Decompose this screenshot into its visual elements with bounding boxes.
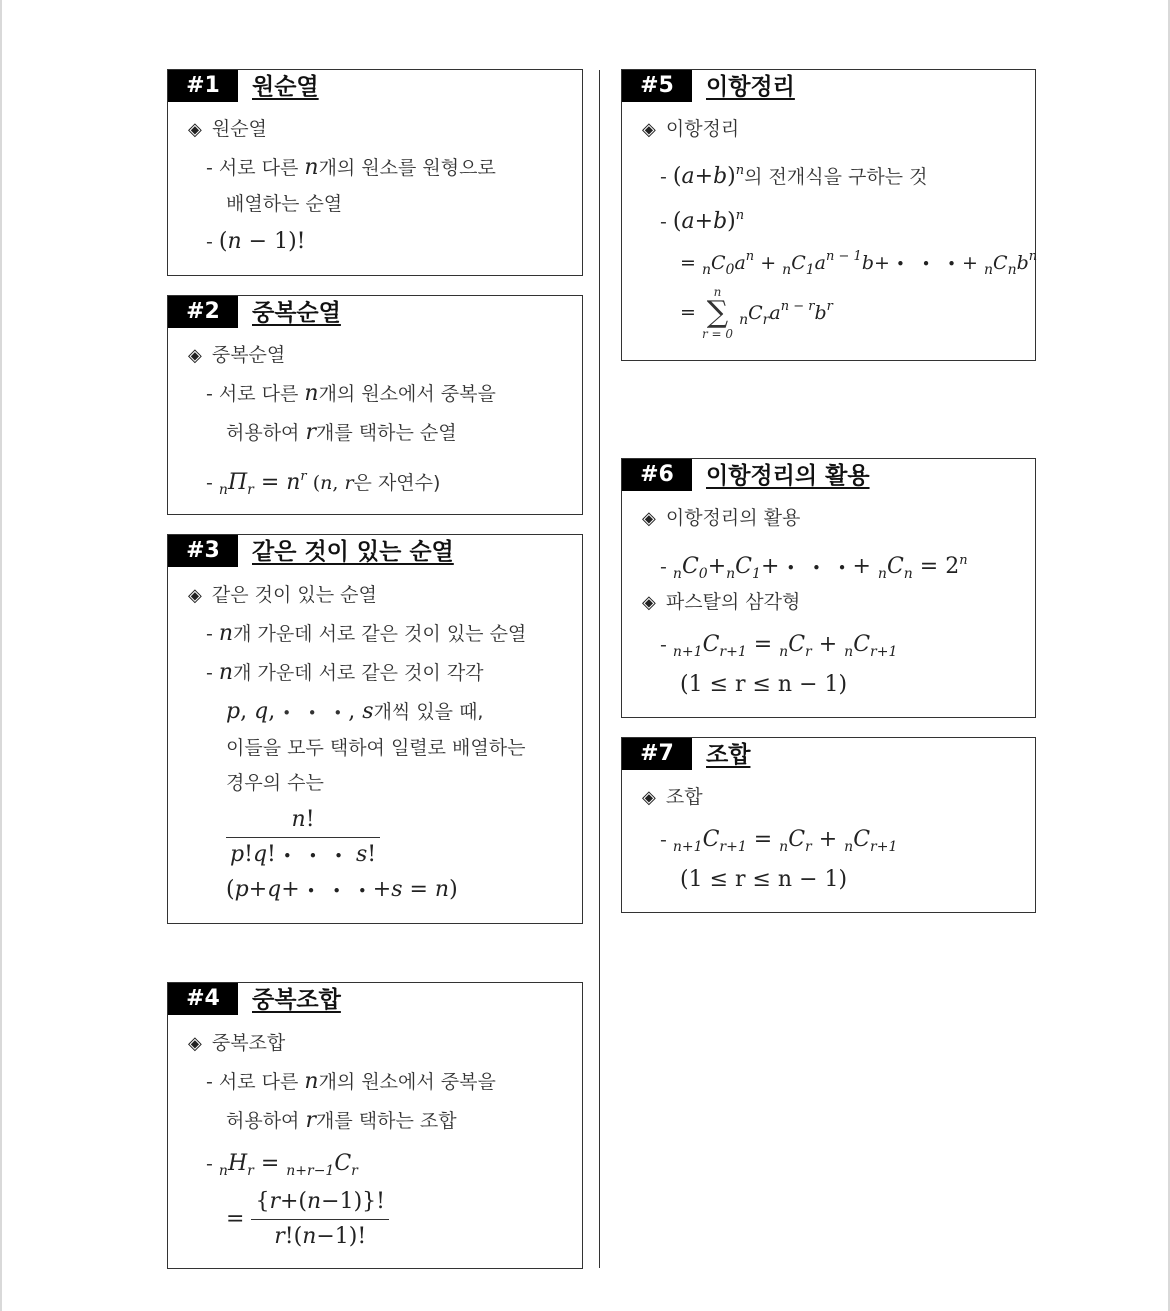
fraction-formula: $\frac{n!}{p!q! • • • s!}$ xyxy=(226,805,380,871)
item-label: 이항정리 xyxy=(665,118,740,140)
fraction-formula: = $\frac{\{r+(n-1)\}!}{r!(n-1)!}$ xyxy=(226,1187,389,1252)
formula-line: = $_nC_0a^n + _nC_1a^{n - 1}b+$ • • •+ $_nC_nb^n$ xyxy=(680,249,1038,278)
item-label: 중복순열 xyxy=(211,344,286,366)
formula: $_n\Pi_r = n^r$ xyxy=(218,469,307,498)
formula-line: = n ∑ r = 0 $_nC_ra^{n - r}b^r$ xyxy=(680,285,833,341)
text: 개의 원소에서 중복을 xyxy=(318,383,496,405)
description-line: p, q, • • •, s개씩 있을 때, xyxy=(226,699,484,724)
math-var: r xyxy=(305,420,316,445)
formula-note: 은 자연수) xyxy=(353,472,441,494)
formula-line: - $_nH_r = _{n+r-1}C_r$ xyxy=(206,1151,358,1179)
section-header xyxy=(622,70,1035,102)
column-divider xyxy=(599,70,600,1268)
formula-line: - $_nC_0+_nC_1+$ • • •+ $_nC_n = 2^n$ xyxy=(660,553,968,582)
item-label: 이항정리의 활용 xyxy=(665,507,801,529)
description-line xyxy=(226,420,457,446)
section-title: 원순열 xyxy=(252,74,319,100)
item-label: 원순열 xyxy=(211,118,267,140)
description-line xyxy=(226,770,324,796)
math-var: n xyxy=(304,1069,319,1094)
formula-line: - $_{n+1}C_{r+1} = _nC_r + _nC_{r+1}$ xyxy=(660,827,898,855)
section-title: 중복조합 xyxy=(252,987,341,1013)
diamond-bullet-icon: ◈ xyxy=(188,345,202,366)
diamond-bullet-icon: ◈ xyxy=(642,592,656,613)
section-title: 이항정리의 활용 xyxy=(706,463,870,489)
bullet-item xyxy=(642,589,800,616)
diamond-bullet-icon: ◈ xyxy=(188,585,202,606)
text: 이들을 모두 택하여 일렬로 배열하는 xyxy=(226,737,526,759)
text: 개를 택하는 조합 xyxy=(316,1110,457,1132)
text: 서로 다른 xyxy=(218,1071,305,1093)
description-line xyxy=(226,191,342,217)
text: 의 전개식을 구하는 것 xyxy=(744,166,928,188)
section-title: 이항정리 xyxy=(706,74,795,100)
section-header xyxy=(622,459,1035,491)
description-line: - n개 가운데 서로 같은 것이 있는 순열 xyxy=(206,621,527,646)
math-var: r xyxy=(305,1108,316,1133)
page-edge-left xyxy=(0,0,2,1311)
section-number: #3 xyxy=(168,535,238,567)
description-line: - $(a+b)^n$의 전개식을 구하는 것 xyxy=(660,163,928,189)
text: 개를 택하는 순열 xyxy=(316,422,457,444)
text: 배열하는 순열 xyxy=(226,193,343,215)
math-var: n xyxy=(304,381,319,406)
text: 개 가운데 서로 같은 것이 있는 순열 xyxy=(233,623,527,645)
math-var: n xyxy=(218,660,234,685)
section-header xyxy=(168,296,582,328)
formula-line: - $(a+b)^n$ xyxy=(660,208,745,234)
bullet-item xyxy=(188,582,377,609)
diamond-bullet-icon: ◈ xyxy=(642,787,656,808)
bullet-item xyxy=(642,784,703,811)
section-3-box xyxy=(167,534,583,924)
diamond-bullet-icon: ◈ xyxy=(642,119,656,140)
section-7-box xyxy=(621,737,1036,913)
section-1-box xyxy=(167,69,583,276)
section-5-box xyxy=(621,69,1036,361)
section-number: #5 xyxy=(622,70,692,102)
section-number: #7 xyxy=(622,738,692,770)
section-header xyxy=(168,983,582,1015)
description-line: - n개 가운데 서로 같은 것이 각각 xyxy=(206,660,484,685)
formula-line: - $_n\Pi_r = n^r$ (n, r은 자연수) xyxy=(206,469,441,498)
formula-line: - (n − 1)! xyxy=(206,229,306,254)
section-number: #1 xyxy=(168,70,238,102)
formula-line xyxy=(680,672,847,698)
range-condition: (1 ≤ r ≤ n − 1) xyxy=(680,867,848,892)
text: 허용하여 xyxy=(226,422,306,444)
math-var: n xyxy=(218,621,234,646)
bullet-item xyxy=(188,1030,285,1057)
item-label: 조합 xyxy=(665,786,703,808)
bullet-item xyxy=(642,116,739,143)
formula-line: - $_{n+1}C_{r+1} = _nC_r + _nC_{r+1}$ xyxy=(660,632,898,660)
range-condition: (1 ≤ r ≤ n − 1) xyxy=(680,672,848,697)
description-line: - 서로 다른 n개의 원소에서 중복을 xyxy=(206,1069,496,1094)
description-line xyxy=(226,1108,457,1134)
section-number: #6 xyxy=(622,459,692,491)
text: 서로 다른 xyxy=(218,383,305,405)
section-number: #2 xyxy=(168,296,238,328)
formula-line: (p+q+ • • •+s = n) xyxy=(226,877,458,902)
bullet-item xyxy=(642,505,800,532)
text: 개의 원소를 원형으로 xyxy=(318,157,496,179)
formula-line xyxy=(680,867,847,893)
text: 서로 다른 xyxy=(218,157,305,179)
item-label: 중복조합 xyxy=(211,1032,286,1054)
bullet-item xyxy=(188,342,285,369)
text: 개씩 있을 때, xyxy=(373,701,484,723)
section-4-box xyxy=(167,982,583,1269)
section-title: 중복순열 xyxy=(252,300,341,326)
section-header xyxy=(168,535,582,567)
text: 개의 원소에서 중복을 xyxy=(318,1071,496,1093)
section-header xyxy=(622,738,1035,770)
description-line: - 서로 다른 n개의 원소에서 중복을 xyxy=(206,381,496,406)
text: 경우의 수는 xyxy=(226,772,324,794)
section-2-box xyxy=(167,295,583,515)
diamond-bullet-icon: ◈ xyxy=(642,508,656,529)
diamond-bullet-icon: ◈ xyxy=(188,119,202,140)
formula: (n − 1)! xyxy=(218,229,306,254)
section-header xyxy=(168,70,582,102)
math-var: n xyxy=(304,155,319,180)
item-label: 파스탈의 삼각형 xyxy=(665,591,801,613)
description-line: - 서로 다른 n개의 원소를 원형으로 xyxy=(206,155,496,180)
section-number: #4 xyxy=(168,983,238,1015)
diamond-bullet-icon: ◈ xyxy=(188,1033,202,1054)
text: 개 가운데 서로 같은 것이 각각 xyxy=(233,662,484,684)
section-6-box xyxy=(621,458,1036,718)
section-title: 조합 xyxy=(706,742,751,768)
section-title: 같은 것이 있는 순열 xyxy=(252,539,454,565)
description-line xyxy=(226,735,525,761)
sigma-symbol: n ∑ r = 0 xyxy=(701,285,734,341)
bullet-item xyxy=(188,116,267,143)
item-label: 같은 것이 있는 순열 xyxy=(211,584,377,606)
text: 허용하여 xyxy=(226,1110,306,1132)
